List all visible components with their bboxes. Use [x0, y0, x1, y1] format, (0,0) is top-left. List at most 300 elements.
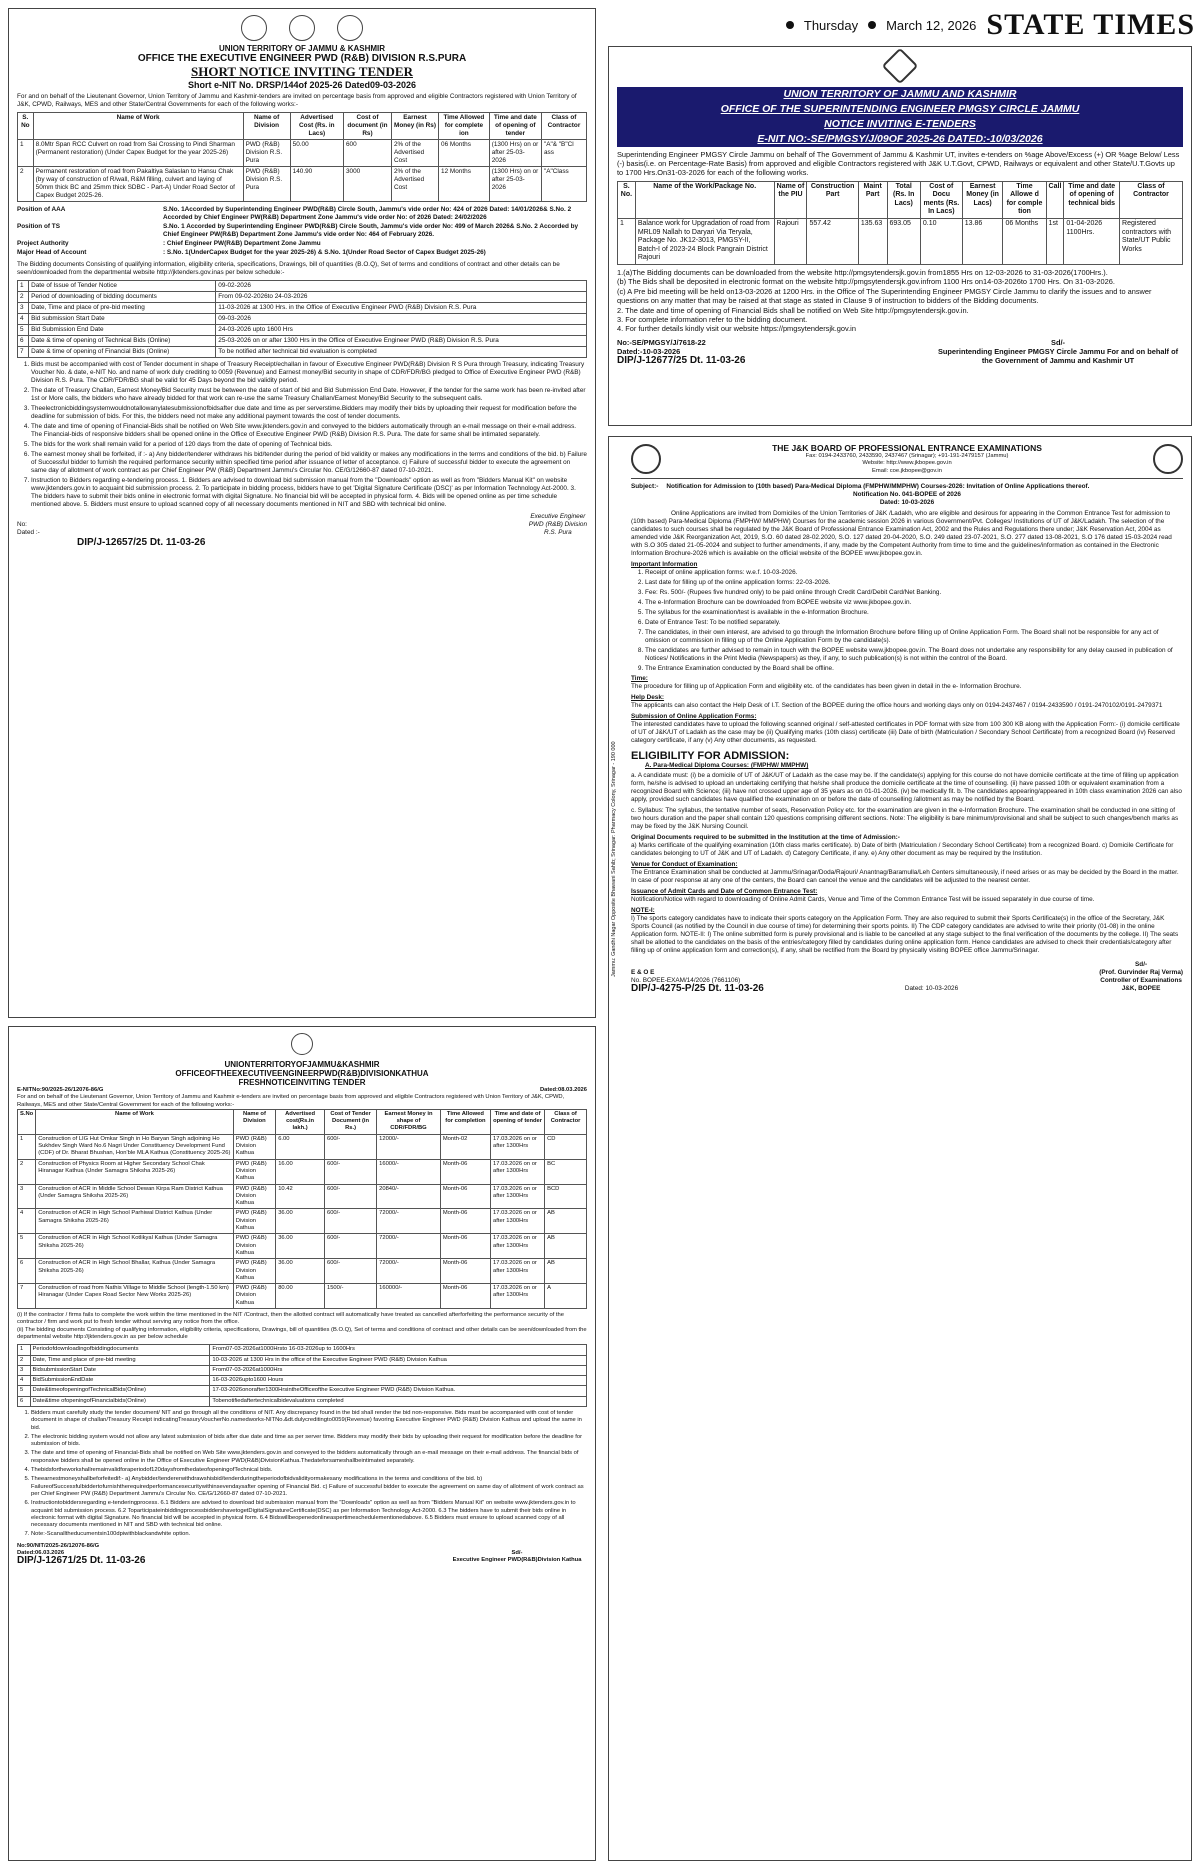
table-cell: PWD (R&B) Division R.S. Pura	[243, 140, 290, 167]
tender-ad-rs-pura	[8, 8, 596, 1018]
bopee-note-title: NOTE-I:	[631, 906, 655, 914]
table-cell: 20840/-	[377, 1184, 441, 1209]
table-cell: 06 Months	[439, 140, 490, 167]
ad2-intro: Superintending Engineer PMGSY Circle Jammu on behalf of The Government of Jammu & Kashmir UT, invites e-tenders on %age Above/Excess (+) OR %age Below/ Less (-) basis(i.e. on Percentage-Rate Basis) from approved and eligible Contractors registered with J&K U.T.Govt, CPWD, Railways or equivalent and other State/U.T.Govts up to 1700 Hrs.On31-03-2026 for each of the following works.	[617, 150, 1180, 178]
bopee-contact: Fax: 0194-2433760, 2433590, 2437467 (Srinagar); +91-191-2479157 (Jammu)	[805, 453, 1009, 459]
ad3-office: OFFICEOFTHEEXECUTIVEENGINEERPWD(R&B)DIVISIONKATHUA	[175, 1069, 429, 1078]
table-cell: 09-03-2026	[216, 314, 587, 325]
tender-ad-pmgsy	[608, 46, 1192, 426]
ad1-dip: DIP/J-12657/25 Dt. 11-03-26	[77, 537, 206, 548]
table-row	[18, 1134, 587, 1159]
bopee-submission-title: Submission of Online Application Forms:	[631, 712, 757, 720]
table-cell: Registered contractors with State/UT Public Works	[1120, 218, 1183, 264]
emblems	[17, 15, 587, 41]
table-cell: From 09-02-2026to 24-03-2026	[216, 292, 587, 303]
table-row	[18, 1386, 587, 1396]
table-header-cell: Advertised cost(Rs.in lakh.)	[276, 1109, 325, 1134]
ad3-sign: Executive Engineer PWD(R&B)Division Kathua	[452, 1557, 582, 1564]
table-header-cell: Cost of Tender Document (in Rs.)	[324, 1109, 376, 1134]
table-cell: AB	[545, 1209, 587, 1234]
table-cell: Month-06	[440, 1184, 490, 1209]
bopee-dip: DIP/J-4275-P/25 Dt. 11-03-26	[631, 982, 764, 994]
table-cell: BC	[545, 1159, 587, 1184]
ad3-para2: (ii) The bidding documents Consisting of qualifying information, eligibility criteria, specifications, Drawings, bill of quantities (B.O.Q), Set of terms and conditions of contract and other details can be seen/downloaded from the departmental website http://jktenders.gov.in as per below schedule	[17, 1326, 587, 1340]
bopee-sd: Sd/-	[1135, 960, 1148, 968]
table-cell: 6	[18, 1259, 36, 1284]
table-cell: 4	[18, 1376, 31, 1386]
kv-label: Major Head of Account	[17, 249, 87, 256]
note-item: 4. For further details kindly visit our website https://pmgsytendersjk.gov.in	[617, 324, 856, 334]
ad2-office: OFFICE OF THE SUPERINTENDING ENGINEER PMGSY CIRCLE JAMMU	[617, 102, 1183, 117]
table-cell: 1st	[1046, 218, 1064, 264]
table-cell: Permanent restoration of road from Pakaltiya Salaslan to Hansu Chak (by way of construction of R/wall, R&M filling, culvert and laying of 50mm thick BC and 25mm thick SDBC - Part-A) Under Road Sector of Capex Budget 2025-26.	[33, 167, 243, 202]
table-cell: Tobenotifiedaftertechnicalbidevaluations completed	[210, 1396, 587, 1406]
masthead-date: March 12, 2026	[886, 17, 977, 33]
table-cell: (1300 Hrs) on or after 25-03-2026	[489, 167, 541, 202]
table-cell: 600/-	[324, 1259, 376, 1284]
table-cell: Construction of Physics Room at Higher Secondary School Chak Hiranagar Kathua (Under Samagra Shiksha 2025-26)	[36, 1159, 234, 1184]
clause-item: 5. Theearnestmoneyshallbeforfeitedif:- a) Anybidder/tendererwithdrawshisbid/tenderduringtheperiodofbidvalidityormakesany modifications in the terms and conditions of the bid. b) FailureofSuccessfulbiddertofurnishtherequiredperformancesecuritywithinsevendaysafter opening of Financial Bid. c) Failure of successful bidder to execute the agreement on same day of allotment of work contract as per Chief Engineer PW (R&B) Department Jammu's Circular No. CE/G/12660-87 dated 07-10-2021.	[31, 1476, 587, 1498]
table-cell: AB	[545, 1259, 587, 1284]
newspaper-masthead	[640, 8, 1195, 42]
table-cell: 3	[18, 1184, 36, 1209]
ad3-dated: Dated:06.03.2026	[17, 1550, 65, 1557]
table-cell: 2	[18, 292, 29, 303]
table-cell: 1	[18, 1345, 31, 1355]
ad3-works-table	[17, 1109, 587, 1309]
table-header-cell: Time and date of opening of technical bids	[1064, 181, 1120, 218]
table-row	[18, 281, 587, 292]
table-cell: 17.03.2026 on or after 1300Hrs	[491, 1134, 545, 1159]
table-cell: 600/-	[324, 1234, 376, 1259]
table-cell: To be notified after technical bid evaluation is completed	[216, 347, 587, 358]
bopee-sign-name: (Prof. Gurvinder Raj Verma)	[1099, 968, 1183, 976]
ad1-clauses	[17, 361, 587, 509]
table-row	[18, 1355, 587, 1365]
important-item: 5. The syllabus for the examination/test is available in the e-Information Brochure.	[645, 609, 1183, 617]
table-cell: Month-02	[440, 1134, 490, 1159]
table-header-cell: Time Allowed for complete ion	[439, 113, 490, 140]
clause-item: 6. Instructiontobiddersregarding e-tenderingprocess. 6.1 Bidders are advised to download bid submission manual from the "Downloads" option as well as from "Bidders Manual Kit" on website www.jktenders.gov.in to acquaint bid submission process. 6.2 ToparticipateinbiddingprocessbiddershavetogetDigitalSignatureCertificate(DSC) as per Information Technology Act-2000. 6.3 The bidders have to submit their bids online in electronic format with digital Signature. No financial bid will be accepted in physical form. 6.4 Bidswillbeopenedonlineaspertimeschedulementionedabove. 6.5 Bidders must ensure to upload scanned copy of all necessary documents mentioned in NIT and SBD with technical bid online.	[31, 1500, 587, 1529]
table-row	[18, 1376, 587, 1386]
newspaper-brand: STATE TIMES	[986, 8, 1195, 41]
table-header-row	[618, 181, 1183, 218]
kv-label: Project Authority	[17, 240, 69, 247]
logo-icon	[882, 48, 919, 85]
bopee-syllabus: c. Syllabus: The syllabus, the tentative number of seats, Reservation Policy etc. for the examination are given in the e-Information Brochure. The examination shall be conducted in one sitting of two hours duration and the paper shall contain 120 questions comprising different sections. Note: The eligibility is bare minimum/provisional and shall be subject to such changes/bench marks as may be fixed by the J&K Nursing Council.	[631, 806, 1179, 830]
clause-item: 6. The earnest money shall be forfeited, if :- a) Any bidder/tenderer withdraws his bid/tender during the period of bid validity or makes any modifications in the terms and conditions of the bid. b) Failure of Successful bidder to furnish the required performance security within specified time period after issuance of letter of acceptance. c) Failure of successful bidder to execute the agreement on same day of allotment of work contract as per Chief Engineer PW (R&B) Department Jammu's Circular No. CE/G/12660-87 dated 07-10-2021.	[31, 451, 587, 475]
table-row	[618, 218, 1183, 264]
ad1-docs-note: The Bidding documents Consisting of qualifying information, eligibility criteria, specifications, Drawings, bill of quantities (B.O.Q), Set of terms and conditions of contract and other details can be seen/downloaded from the departmental website http://jktenders.gov.inas per below schedule:-	[17, 261, 560, 276]
clause-item: 2. The electronic bidding system would not allow any latest submission of bids after due date and time as per server time. Bidders may modify their bids by uploading their request for modification before the deadline for submission of bids.	[31, 1434, 587, 1449]
table-row	[18, 314, 587, 325]
table-header-cell: Cost of Docu ments (Rs. In Lacs)	[920, 181, 962, 218]
table-cell: Periodofdownloadingofbiddingdocuments	[30, 1345, 210, 1355]
table-cell: 12 Months	[439, 167, 490, 202]
table-cell: "A"& "B"Cl ass	[541, 140, 586, 167]
clause-item: 5. The bids for the work shall remain valid for a period of 120 days from the date of opening of Technical bids.	[31, 441, 587, 449]
table-cell: 10-03-2026 at 1300 Hrs in the office of the Executive Engineer PWD (R&B) Division Kathua	[210, 1355, 587, 1365]
table-header-cell: Time and date of opening of tender	[491, 1109, 545, 1134]
ad1-org: UNION TERRITORY OF JAMMU & KASHMIR	[218, 44, 386, 53]
ad3-intro: For and on behalf of the Lieutenant Governor, Union Territory of Jammu and Kashmir e-tenders are invited on percentage basis from approved and eligible Contractors registered with Union Territory of J&K, CPWD, Railways, MES and other State/Central Government for each of the following works:-	[17, 1094, 565, 1108]
table-cell: Construction of road from Nathis Village to Middle School (length-1.50 km) Hiranagar (Under Capex Road Sector New Works 2025-26)	[36, 1284, 234, 1309]
table-cell: BidsubmissionStart Date	[30, 1365, 210, 1375]
emblem-icon	[289, 15, 315, 41]
ad3-enit-date: Dated:08.03.2026	[539, 1087, 587, 1093]
kv-label: Position of AAA	[17, 206, 66, 213]
table-row	[18, 1159, 587, 1184]
bopee-orig: a) Marks certificate of the qualifying examination (10th class marks certificate). b) Date of birth (Matriculation / Secondary School Certificate) from a recognized Board. c) Domicile Certificate for candidates belonging to UT of J&K and UT of Ladakh. d) Category Certificate, if any. e) Any other document as may be required by the Institution.	[631, 841, 1174, 857]
table-cell: From07-03-2026at1000Hrsto 16-03-2026up to 1600Hrs	[210, 1345, 587, 1355]
table-cell: Month-06	[440, 1209, 490, 1234]
clause-item: 4. The date and time of opening of Financial-Bids shall be notified on Web Site www.jktenders.gov.in and conveyed to the bidders automatically through an e-mail message on their e-mail address. The Financial-bids of responsive bidders shall be opened online in the Office of Executive Engineer PWD (R&B) Division R.S. Pura. The date for same shall be intimated separately.	[31, 423, 587, 439]
table-cell: PWD (R&B) Division Kathua	[233, 1159, 275, 1184]
table-header-cell: Name of the PIU	[774, 181, 807, 218]
table-row	[18, 1365, 587, 1375]
table-cell: Date & time of opening of Technical Bids (Online)	[29, 336, 216, 347]
table-cell: Month-06	[440, 1234, 490, 1259]
kv-value: S.No. 1 Accorded by Superintending Engineer PWD(R&B) Circle South, Jammu's vide order No: 499 of March 2026& S.No. 2 Accorded by Chief Engineer PW(R&B) Department Zone Jammu's vide order No: 464 of February 2026.	[163, 223, 579, 238]
table-cell: 11-03-2026 at 1300 Hrs. in the Office of Executive Engineer PWD (R&B) Division R.S. Pura	[216, 303, 587, 314]
table-cell: 4	[18, 1209, 36, 1234]
table-cell: 557.42	[807, 218, 858, 264]
table-cell: 5	[18, 325, 29, 336]
bopee-eligibility-title: ELIGIBILITY FOR ADMISSION:	[631, 749, 790, 762]
table-cell: 1	[18, 140, 34, 167]
clause-item: 3. Theelectronicbiddingsystemwouldnotallowanylatesubmissionofbidsafter due date and time as per serverstime.Bidders may modify their bids by uploading their request for modification before the deadline for submission of bids. For this, the bidders need not make any additional payment towards the cost of tender documents.	[31, 405, 587, 421]
table-header-cell: Cost of document (in Rs)	[343, 113, 391, 140]
table-row	[18, 1259, 587, 1284]
important-item: 9. The Entrance Examination conducted by the Board shall be offline.	[645, 665, 1183, 673]
bullet-icon	[868, 21, 876, 29]
table-header-cell: Class of Contractor	[541, 113, 586, 140]
table-cell: 1	[18, 281, 29, 292]
table-header-cell: Time Allowe d for comple tion	[1003, 181, 1046, 218]
table-cell: CD	[545, 1134, 587, 1159]
important-item: 2. Last date for filling up of the online application forms: 22-03-2026.	[645, 579, 1183, 587]
table-header-cell: Class of Contractor	[1120, 181, 1183, 218]
table-header-cell: Earnest Money (in Lacs)	[962, 181, 1003, 218]
table-cell: 16.00	[276, 1159, 325, 1184]
table-row	[18, 292, 587, 303]
table-cell: "A"Class	[541, 167, 586, 202]
table-cell: 2% of the Advertised Cost	[391, 140, 438, 167]
kv-value: : Chief Engineer PW(R&B) Department Zone Jammu	[163, 240, 321, 247]
table-cell: 3	[18, 1365, 31, 1375]
table-row	[18, 1284, 587, 1309]
bopee-subject-label: Subject:-	[631, 482, 659, 490]
tender-ad-kathua	[8, 1026, 596, 1861]
table-cell: 140.90	[290, 167, 343, 202]
table-cell: Construction of ACR in High School Kotlikyal Kathua (Under Samagra Shiksha 2025-26)	[36, 1234, 234, 1259]
table-cell: Construction of ACR in Middle School Dewan Kirpa Ram District Kathua (Under Samagra Shiksha 2025-26)	[36, 1184, 234, 1209]
ad1-schedule-table	[17, 280, 587, 358]
table-row	[18, 1345, 587, 1355]
important-item: 3. Fee: Rs. 500/- (Rupees five hundred only) to be paid online through Credit Card/Debit Card/Net Banking.	[645, 589, 1183, 597]
bopee-submission: The interested candidates have to upload the following scanned original / self-attested certificates in PDF format with size from 100 300 KB along with the Application Form:- (i) domicile certificate of UT of J&K/UT of Ladakh as the case may be (ii) Qualifying marks (10th class) certificate (iii) Date of birth (Matriculation / Secondary School Certificate) from a recognized Board (iv) Reserved category certificate, if any (v) Any other documents, as requested.	[631, 720, 1180, 744]
table-header-cell: Time and date of opening of tender	[489, 113, 541, 140]
table-cell: 6.00	[276, 1134, 325, 1159]
table-cell: 5	[18, 1386, 31, 1396]
table-cell: 7	[18, 347, 29, 358]
table-cell: 17.03.2026 on or after 1300Hrs	[491, 1259, 545, 1284]
ad2-dip: DIP/J-12677/25 Dt. 11-03-26	[617, 354, 746, 366]
table-header-cell: S. No	[18, 113, 34, 140]
bopee-dated: Dated: 10-03-2026	[904, 984, 959, 992]
table-cell: 36.00	[276, 1259, 325, 1284]
table-cell: 16-03-2026upto1600 Hours	[210, 1376, 587, 1386]
bopee-board: THE J&K BOARD OF PROFESSIONAL ENTRANCE EXAMINATIONS	[772, 443, 1042, 453]
important-item: 8. The candidates are further advised to remain in touch with the BOPEE website www.jkbopee.gov.in. The Board does not undertake any responsibility for any delay caused in publication of Notices/ Notifications in the Print Media (Newspapers) as they, if any, to such publication(s) is not within the control of the Board.	[645, 647, 1183, 663]
table-row	[18, 1396, 587, 1406]
table-cell: Construction of ACR in High School Parhiwal District Kathua (Under Samagra Shiksha 2025-26)	[36, 1209, 234, 1234]
table-cell: PWD (R&B) Division R.S. Pura	[243, 167, 290, 202]
emblem-icon	[337, 15, 363, 41]
table-cell: 17.03.2026 on or after 1300Hrs	[491, 1159, 545, 1184]
table-row	[18, 1234, 587, 1259]
table-header-cell: Call	[1046, 181, 1064, 218]
note-item: (c) A Pre bid meeting will be held on13-03-2026 at 1200 Hrs. in the Office of The Superintending Engineer PMGSY Circle Jammu to clarify the issues and to answer questions on any matter that may be raised at that stage as stated in Clause 9 of instruction to bidders of the Bidding documents.	[617, 286, 1152, 306]
clause-item: 1. Bidders must carefully study the tender document/ NIT and go through all the conditions of NIT. Any discrepancy found in the bid shall render the bid non-responsive. Bids must be accompanied with cost of tender document in shape of challan/Treasury Receipt indicatingTreasuryVoucherNo.namedworks-NITNo.&dt.dulycreditingto0059(Revenue) favoring Executive Engineer PWD (R&B) Division Kathua and upload the same in bid.	[31, 1410, 587, 1432]
ad2-enit: E-NIT NO:-SE/PMGSY/J/09OF 2025-26 DATED:-10/03/2026	[617, 132, 1183, 147]
bopee-admit-title: Issuance of Admit Cards and Date of Common Entrance Test:	[631, 887, 818, 895]
bopee-logo-icon	[631, 444, 661, 474]
ad3-schedule-table	[17, 1344, 587, 1407]
table-header-cell: S.No	[18, 1109, 36, 1134]
ad2-sd: Sd/-	[1051, 337, 1065, 347]
table-cell: Date of Issue of Tender Notice	[29, 281, 216, 292]
bopee-notif-date: Dated: 10-03-2026	[879, 498, 935, 506]
table-cell: BidSubmissionEndDate	[30, 1376, 210, 1386]
table-header-cell: S. No.	[618, 181, 636, 218]
ad1-no: No:	[17, 521, 27, 528]
table-header-cell: Advertised Cost (Rs. in Lacs)	[290, 113, 343, 140]
table-cell: 06 Months	[1003, 218, 1046, 264]
note-item: (b) The Bids shall be deposited in electronic format on the website http://pmgsytendersjk.gov.infrom 1100 Hrs on14-03-2026to 1700 Hrs. On 31-03-2026.	[617, 277, 1115, 287]
table-cell: AB	[545, 1234, 587, 1259]
table-cell: Balance work for Upgradation of road from MRL09 Nallah to Daryari Via Teryala, Package No. JK12-3013, PMGSY-II, Batch-I of 2023-24 Block Pangrain District Rajouri	[635, 218, 774, 264]
table-row	[18, 347, 587, 358]
clause-item: 3. The date and time of opening of Financial-Bids shall be notified on Web Site www.jktenders.gov.in and conveyed to the bidders automatically through an e-mail message on their e-mail address. The financial bids of responsive bidders shall be opened online in the Office of Executive Engineer PWD(R&B)DivisionKathua.Thedateforsameshallbeintimated separately.	[31, 1450, 587, 1465]
note-item: 2. The date and time of opening of Financial Bids shall be notified on Web Site http://pmgsytendersjk.gov.in.	[617, 305, 969, 315]
bopee-side-address: Jammu: Gandhi Nagar Opposite Bhawani Sahib; Srinagar: Pharmacy Colony, Srinagar - 190 000	[611, 741, 617, 977]
table-cell: BCD	[545, 1184, 587, 1209]
table-cell: 3000	[343, 167, 391, 202]
bopee-help: The applicants can also contact the Help Desk of I.T. Section of the BOPEE during the office hours and working days only on 0194-2437467 / 0194-2433590 / 0191-2470102/0191-2479371	[631, 701, 1163, 709]
ad2-sign: Superintending Engineer PMGSY Circle Jammu For and on behalf of the Government of Jammu and Kashmir UT	[937, 346, 1179, 365]
ad1-office: OFFICE THE EXECUTIVE ENGINEER PWD (R&B) DIVISION R.S.PURA	[137, 53, 467, 64]
table-cell: 17.03.2026 on or after 1300Hrs	[491, 1209, 545, 1234]
table-cell: Date&time ofopeningofFinancialbids(Online)	[30, 1396, 210, 1406]
table-cell: 1500/-	[324, 1284, 376, 1309]
table-cell: 72000/-	[377, 1209, 441, 1234]
table-cell: 25-03-2026 on or after 1300 Hrs in the Office of Executive Engineer PWD (R&B) Division R.S. Pura	[216, 336, 587, 347]
table-cell: 600/-	[324, 1159, 376, 1184]
bopee-notif-no: Notification No. 041-BOPEE of 2026	[853, 490, 961, 498]
table-cell: Construction of LIG Hut Omkar Singh in Ho Baryan Singh adjoining Ho Sukhdev Singh Ward No.6 Nagri Under Constituency Development Fund (CDF) of Dr. Bharat Bhushan, Hon'ble MLA Kathua (Constituency 2025-26)	[36, 1134, 234, 1159]
bopee-notification	[608, 436, 1192, 1861]
bopee-eligibility: a. A candidate must: (i) be a domicile of UT of J&K/UT of Ladakh as the case may be. If the candidate(s) applying for this course do not have domicile certificate at the time of filling up application form, he/she is advised to upload an undertaking certifying that he/she shall produce the domicile certificate at the time of counselling. (ii) have passed 10th or equivalent examination from a recognized Board with Science; (iii) have not crossed upper age of 35 years as on 01-01-2026. (iv) be medically fit. b. The candidates appearing/appeared in 10th class examination 2026 can also apply, provided such candidates have qualified the examination on or before the date of counselling /allotment as may be notified by the Board.	[631, 771, 1182, 803]
ad2-notes	[617, 268, 1183, 334]
table-header-cell: Construction Part	[807, 181, 858, 218]
ad3-sd: Sd/-	[511, 1550, 523, 1557]
table-cell: 6	[18, 336, 29, 347]
ad1-dated: Dated :-	[17, 529, 40, 536]
table-cell: PWD (R&B) Division Kathua	[233, 1184, 275, 1209]
clause-item: 1. Bids must be accompanied with cost of Tender document in shape of Treasury Receipt/echallan in favour of Executive Engineer PWD(R&B) Division R S Pura through Treasury, indicating Treasury Voucher No. & date, e-NIT No. and name of work duly crediting to 0059 (Revenue) and Earnest money/Bid security in shape of CDR/FDR/BG pledged to Office of Executive Engineer PWD (R&B) Division R.S. Pura. The CDR/FDR/BG shall be valid for 45 Days beyond the bid validity period.	[31, 361, 587, 385]
table-cell: 5	[18, 1234, 36, 1259]
bopee-eligibility-sub: A. Para-Medical Diploma Courses: (FMPHW/ MMPHW)	[645, 761, 809, 769]
clause-item: 2. The date of Treasury Challan, Earnest Money/Bid Security must be between the date of start of bid and Bid Submission End Date. However, if the tender for the same work has been re-invited after 1st or More calls, the bidders who have already bidded for that work can re-use the same Treasury Challan/Earnest Money/Bid Security to the subsequent calls.	[31, 387, 587, 403]
table-header-cell: Name of Division	[243, 113, 290, 140]
table-cell: 600/-	[324, 1184, 376, 1209]
table-cell: Month-06	[440, 1259, 490, 1284]
table-cell: 600	[343, 140, 391, 167]
emblem-icon	[291, 1033, 313, 1055]
important-item: 6. Date of Entrance Test: To be notified separately.	[645, 619, 1183, 627]
table-cell: 1	[18, 1134, 36, 1159]
table-cell: 80.00	[276, 1284, 325, 1309]
bopee-email: Email: coe.jkbopee@gov.in	[872, 467, 942, 474]
table-cell: 10.42	[276, 1184, 325, 1209]
ad1-sign-place: R.S. Pura	[544, 529, 572, 536]
table-cell: Date, Time and place of pre-bid meeting	[30, 1355, 210, 1365]
bopee-important-list	[631, 569, 1183, 673]
ad3-enit: E-NITNo:90/2025-26/12076-86/G	[17, 1087, 104, 1093]
table-cell: 17.03.2026 on or after 1300Hrs	[491, 1234, 545, 1259]
kv-value: : S.No. 1(UnderCapex Budget for the year 2025-26) & S.No. 1(Under Road Sector of Capex Budget 2025-26)	[163, 249, 486, 256]
bopee-help-title: Help Desk:	[631, 693, 665, 701]
bopee-seal-icon	[1153, 444, 1183, 474]
masthead-day: Thursday	[803, 17, 859, 33]
table-cell: 72000/-	[377, 1259, 441, 1284]
bopee-important-title: Important Information	[631, 560, 698, 568]
table-cell: 2	[18, 167, 34, 202]
table-cell: 16000/-	[377, 1159, 441, 1184]
table-cell: Bid submission Start Date	[29, 314, 216, 325]
table-cell: Date&timeofopeningofTechnicalBids(Online)	[30, 1386, 210, 1396]
ad3-clauses	[17, 1410, 587, 1539]
ad1-sign-office: PWD (R&B) Division	[528, 521, 587, 528]
table-cell: 12000/-	[377, 1134, 441, 1159]
table-cell: 24-03-2026 upto 1600 Hrs	[216, 325, 587, 336]
table-cell: 2	[18, 1355, 31, 1365]
table-header-cell: Total (Rs. In Lacs)	[887, 181, 920, 218]
bopee-venue-title: Venue for Conduct of Examination:	[631, 860, 738, 868]
table-header-cell: Time Allowed for completion	[440, 1109, 490, 1134]
table-cell: 160000/-	[377, 1284, 441, 1309]
table-header-cell: Name of Division	[233, 1109, 275, 1134]
table-cell: 2% of the Advertised Cost	[391, 167, 438, 202]
table-cell: 693.05	[887, 218, 920, 264]
table-cell: Month-06	[440, 1159, 490, 1184]
bopee-body: Online Applications are invited from Domiciles of the Union Territories of J&K /Ladakh, who are eligible and desirous for appearing in the Common Entrance Test for admission to (10th based) Para-Medical Diploma (FMPHW/ MMPHW) Courses for the academic session 2026 in various Government/Pvt. Colleges/ Institutions of UT of J&K/Ladakh. The selection of the candidates to such courses shall be regulated by the J&K Board of Professional Entrance Examination Act, 2002 and the Rules and Regulations there under; J&K Reservation Act, 2004 as amended vide J&K Reorganization Act, 2019, S.O. 60 dated 28-02.2020, S.O. 127 dated 20-04-2020, S.O. 249 dated 23-07-2021, S.O. 277 dated 13-08-2021, S.O 176 dated 15-03-2024 read with S.O 305 dated 21-05-2024 and subject to further amendments, if any, made by the Competent Authority from time to time and the guidelines/information as contained in the Electronic Information Brochure-2026 which is available on the official website of the BOPEE www.jkbopee.gov.in.	[631, 509, 1172, 557]
bopee-orig-title: Original Documents required to be submitted in the Institution at the time of Admission:-	[631, 833, 900, 841]
kv-label: Position of TS	[17, 223, 60, 230]
table-cell: 135.63	[858, 218, 887, 264]
important-item: 1. Receipt of online application forms: w.e.f. 10-03-2026.	[645, 569, 1183, 577]
table-header-row	[18, 1109, 587, 1134]
bopee-fee: The procedure for filling up of Application Form and eligibility etc. of the candidates has been given in detail in the e- Information Brochure.	[631, 682, 1022, 690]
clause-item: 4. Thebidsfortheworkshallremainvalidforaperiodof120daysfromthedateofopeningofTechnical bids.	[31, 1467, 587, 1474]
table-cell: 6	[18, 1396, 31, 1406]
table-cell: 50.00	[290, 140, 343, 167]
table-cell: 8.0Mtr Span RCC Culvert on road from Sai Crossing to Pindi Sharman (Permanent restoration) (Under Capex Budget for the year 2025-26)	[33, 140, 243, 167]
table-cell: Period of downloading of bidding documents	[29, 292, 216, 303]
table-row	[18, 336, 587, 347]
ad3-org: UNIONTERRITORYOFJAMMU&KASHMIR	[224, 1060, 380, 1069]
emblem-icon	[241, 15, 267, 41]
bopee-eoe: E & O E	[631, 968, 655, 976]
ad1-heading: SHORT NOTICE INVITING TENDER	[191, 64, 413, 79]
ad2-org: UNION TERRITORY OF JAMMU AND KASHMIR	[617, 87, 1183, 102]
table-cell: Date & time of opening of Financial Bids (Online)	[29, 347, 216, 358]
table-cell: 13.86	[962, 218, 1003, 264]
table-cell: 0.10	[920, 218, 962, 264]
table-row	[18, 1209, 587, 1234]
table-header-cell: Earnest Money (in Rs)	[391, 113, 438, 140]
bopee-admit: Notification/Notice with regard to downloading of Online Admit Cards, Venue and Time of the Common Entrance Test will be issued separately in due course of time.	[631, 895, 1095, 903]
bopee-venue: The Entrance Examination shall be conducted at Jammu/Srinagar/Doda/Rajouri/ Anantnag/Baramulla/Leh Centers simultaneously, if need arises or as may be decided by the Board in the matter. In case of poor response at any one of the centers, the Board can cancel the venue and the candidates will be adjusted to the nearest center.	[631, 868, 1179, 884]
important-item: 4. The e-Information Brochure can be downloaded from BOPEE website viz www.jkbopee.gov.in.	[645, 599, 1183, 607]
table-cell: Construction of ACR in High School Bhallar, Kathua (Under Samagra Shiksha 2025-26)	[36, 1259, 234, 1284]
ad1-intro: For and on behalf of the Lieutenant Governor, Union Territory of Jammu and Kashmir-tenders are invited on percentage basis from approved and eligible Contractors registered with Union Territory of J&K, CPWD, Railways, MES and other State/Central Governments for each of the following works:-	[17, 93, 577, 108]
table-row	[18, 325, 587, 336]
table-cell: 17.03.2026 on or after 1300Hrs	[491, 1184, 545, 1209]
bopee-fee-title: Time:	[631, 674, 648, 682]
table-cell: 72000/-	[377, 1234, 441, 1259]
bopee-sign-org: J&K, BOPEE	[1121, 984, 1161, 992]
table-cell: From07-03-2026at1000Hrs	[210, 1365, 587, 1375]
table-row	[18, 167, 587, 202]
clause-item: 7. Note:-Scanalltheducumentsin100dpiwithblackandwhite option.	[31, 1531, 587, 1538]
clause-item: 7. Instruction to Bidders regarding e-tendering process. 1. Bidders are advised to download bid submission manual from the "Downloads" option as well as from "Bidders Manual Kit" on website www.jktenders.gov.in to acquaint bid submission process. 2. To participate in bidding process, bidders have to get 'Digital Signature Certificate (DSC)' as per Information Technology Act-2000. 3. The bidders have to submit their bids online in electronic format with digital Signature. No financial bid will be accepted in physical form. 4. Bids will be opened online as per time schedule mentioned above. 5. Bidders must ensure to upload scanned copy of all necessary documents mentioned in NIT and SBD with technical bid online.	[31, 477, 587, 509]
bopee-sign-role: Controller of Examinations	[1100, 976, 1182, 984]
kv-value: S.No. 1Accorded by Superintending Engineer PWD(R&B) Circle South, Jammu's vide order No: 424 of 2026 Dated: 14/01/2026& S.No. 2 Accorded by Chief Engineer PW(R&B) Department Zone Jammu's vide order No: of 2026 Dated: 24/02/2026	[163, 206, 572, 221]
table-cell: 7	[18, 1284, 36, 1309]
ad1-enit: Short e-NIT No. DRSP/144of 2025-26 Dated09-03-2026	[187, 80, 417, 90]
table-header-cell: Class of Contractor	[545, 1109, 587, 1134]
table-cell: 17-03-2026onorafter1300HrsintheOfficeofthe Executive Engineer PWD (R&B) Division Kathua.	[210, 1386, 587, 1396]
table-header-cell: Maint Part	[858, 181, 887, 218]
table-row	[18, 303, 587, 314]
bopee-no: No. BOPEE-EXAM/14/2026 (7661106)	[631, 976, 741, 984]
ad3-dip: DIP/J-12671/25 Dt. 11-03-26	[17, 1555, 146, 1567]
ad3-no: No:90/NIT/2025-26/12076-86/G	[17, 1542, 100, 1549]
note-item: 1.(a)The Bidding documents can be downloaded from the website http://pmgsytendersjk.gov.in from1855 Hrs on 12-03-2026 to 31-03-2026(1700Hrs.).	[617, 267, 1108, 277]
bopee-subject: Notification for Admission to (10th based) Para-Medical Diploma (FMPHW/MMPHW) Courses-2026: Invitation of Online Applications thereof.	[666, 482, 1090, 490]
ad3-heading: FRESHNOTICEINVITING TENDER	[238, 1078, 366, 1087]
table-cell: 01-04-2026 1100Hrs.	[1064, 218, 1120, 264]
ad2-dated: Dated:-10-03-2026	[617, 346, 681, 356]
table-cell: PWD (R&B) Division Kathua	[233, 1284, 275, 1309]
table-cell: PWD (R&B) Division Kathua	[233, 1234, 275, 1259]
table-cell: 4	[18, 314, 29, 325]
ad1-sign-role: Executive Engineer	[530, 513, 586, 520]
table-row	[18, 1184, 587, 1209]
table-cell: (1300 Hrs) on or after 25-03-2026	[489, 140, 541, 167]
ad2-works-table	[617, 181, 1183, 265]
ad3-para1: (i) If the contractor / firms fails to complete the work within the time mentioned in the NIT /Contract, then the allotted contract will automatically have treated as cancelled afterforfeiting the performance security of the contractor / firm and work put to fresh tender without serving any notice from the office.	[17, 1312, 564, 1326]
ad2-no: No:-SE/PMGSY/J/7618-22	[617, 337, 706, 347]
table-cell: 1	[618, 218, 636, 264]
ad2-heading: NOTICE INVITING E-TENDERS	[617, 117, 1183, 132]
ad1-works-table	[17, 112, 587, 202]
bopee-website: Website: http://www.jkbopee.gov.in	[862, 460, 952, 467]
table-cell: Month-06	[440, 1284, 490, 1309]
table-cell: Date, Time and place of pre-bid meeting	[29, 303, 216, 314]
